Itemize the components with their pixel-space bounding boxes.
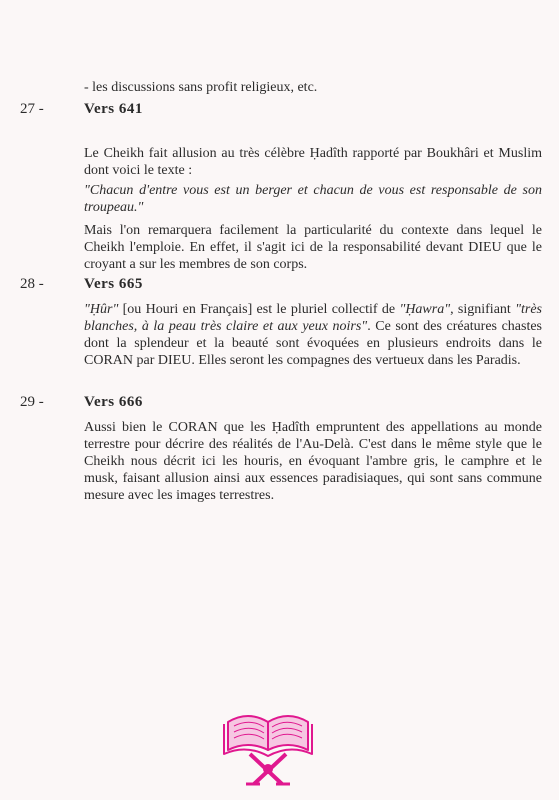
note-28-paragraph xyxy=(84,301,542,369)
note-number-28: 28 - xyxy=(20,276,44,292)
note-27-paragraph-1: Le Cheikh fait allusion au très célèbre Ḥadîth rapporté par Boukhâri et Muslim dont voici le texte : xyxy=(84,146,542,178)
note-28-text-b: , signifiant xyxy=(450,302,516,317)
note-heading-28: Vers 665 xyxy=(84,276,143,292)
open-book-on-stand-icon xyxy=(220,700,316,790)
note-29-paragraph: Aussi bien le CORAN que les Ḥadîth empruntent des appellations au monde terrestre pour décrire des réalités de l'Au-Delà. C'est dans le même style que le Cheikh nous décrit ici les houris, en évoquant l'ambre gris, le camphre et le musk, faisant allusion ainsi aux essences paradisiaques, qui sont sans commune mesure avec les images terrestres. xyxy=(84,420,542,503)
note-28-text-c: . Ce sont des créatures chastes dont la splendeur et la beauté sont évoquées en plusieurs endroits dans le CORAN par DIEU. Elles seront les compagnes des vertueux dans les Paradis. xyxy=(84,319,542,368)
intro-line: - les discussions sans profit religieux, etc. xyxy=(84,80,318,95)
note-number-29: 29 - xyxy=(20,394,44,410)
note-28-text-a: [ou Houri en Français] est le pluriel collectif de xyxy=(118,302,400,317)
term-hawra: "Ḥawra" xyxy=(399,302,451,317)
term-hur: "Ḥûr" xyxy=(84,302,119,317)
note-27-quote: "Chacun d'entre vous est un berger et chacun de vous est responsable de son troupeau." xyxy=(84,183,542,215)
term-meaning: "très blanches, à la peau très claire et aux yeux noirs" xyxy=(84,302,543,334)
note-number-27: 27 - xyxy=(20,101,44,117)
note-heading-29: Vers 666 xyxy=(84,394,143,410)
note-27-paragraph-2: Mais l'on remarquera facilement la particularité du contexte dans lequel le Cheikh l'emploie. En effet, il s'agit ici de la responsabilité devant DIEU que le croyant a sur les membres de son corps. xyxy=(84,223,542,272)
note-heading-27: Vers 641 xyxy=(84,101,143,117)
